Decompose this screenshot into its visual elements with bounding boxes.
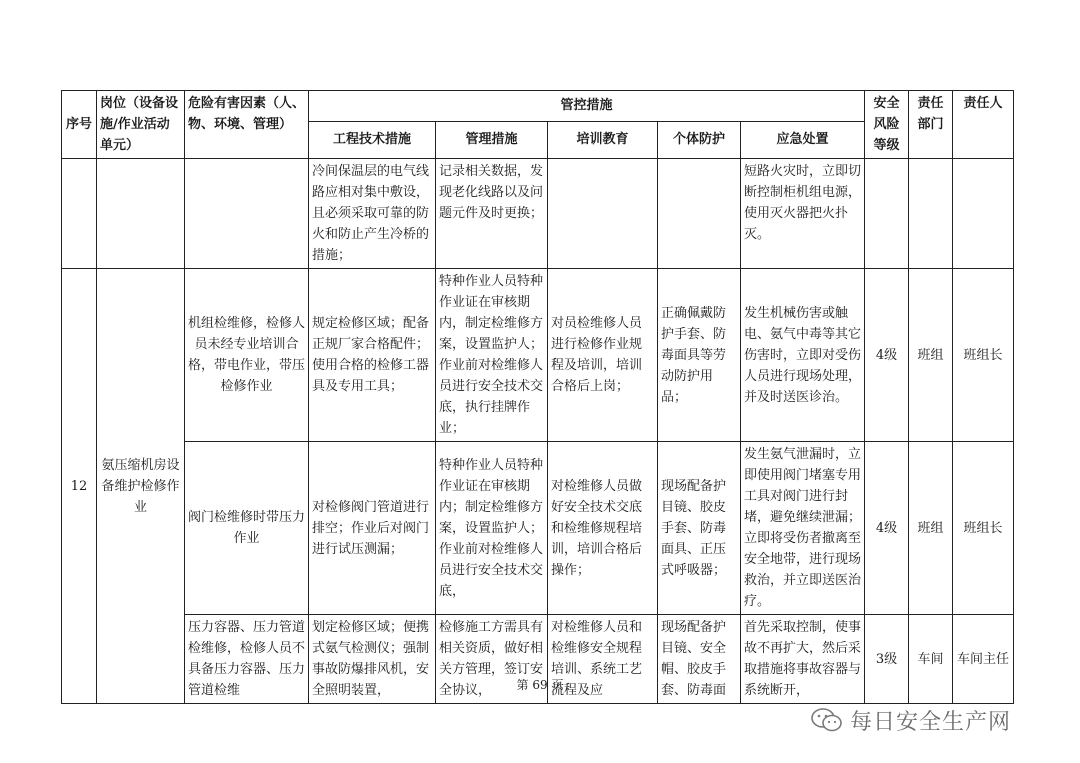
mgmt-cell: 特种作业人员特种作业证在审核期内；制定检维修方案，设置监护人；作业前对检维修人员进行安全技术交底， bbox=[436, 442, 548, 615]
header-dept: 责任部门 bbox=[909, 91, 953, 159]
ppe-cell: 现场配备护目镜、安全帽、胶皮手套、防毒面 bbox=[658, 615, 741, 704]
header-mgmt-measures: 管理措施 bbox=[436, 121, 548, 158]
table-row bbox=[62, 269, 1014, 442]
emerg-cell: 发生机械伤害或触电、氨气中毒等其它伤害时，立即对受伤人员进行现场处理，并及时送医诊治。 bbox=[741, 269, 865, 442]
hazard-cell: 压力容器、压力管道检维修，检修人员不具备压力容器、压力管道检维 bbox=[185, 615, 309, 704]
table-row bbox=[62, 442, 1014, 615]
person-cell: 班组长 bbox=[953, 269, 1014, 442]
continuation-row bbox=[62, 159, 1014, 269]
group-post-cell: 氨压缩机房设备维护检修作业 bbox=[97, 269, 185, 704]
dept-cell: 班组 bbox=[909, 442, 953, 615]
train-cell: 对员检维修人员进行检修作业规程及培训，培训合格后上岗； bbox=[548, 269, 658, 442]
dept-cell: 班组 bbox=[909, 269, 953, 442]
wechat-icon bbox=[810, 706, 844, 734]
header-emergency: 应急处置 bbox=[741, 121, 865, 158]
eng-cell: 划定检修区域；便携式氨气检测仪；强制事故防爆排风机，安全照明装置， bbox=[309, 615, 436, 704]
emerg-cell: 发生氨气泄漏时，立即使用阀门堵塞专用工具对阀门进行封堵，避免继续泄漏；立即将受伤者撤离至安全地带，进行现场救治，并立即送医治疗。 bbox=[741, 442, 865, 615]
mgmt-cell: 检修施工方需具有相关资质，做好相关方管理，签订安全协议， bbox=[436, 615, 548, 704]
group-seq-cell: 12 bbox=[62, 269, 97, 704]
header-eng-measures: 工程技术措施 bbox=[309, 121, 436, 158]
cont-eng-cell: 冷间保温层的电气线路应相对集中敷设，且必须采取可靠的防火和防止产生冷桥的措施； bbox=[309, 159, 436, 269]
eng-cell: 对检修阀门管道进行排空；作业后对阀门进行试压测漏； bbox=[309, 442, 436, 615]
ppe-cell: 正确佩戴防护手套、防毒面具等劳动防护用品； bbox=[658, 269, 741, 442]
risk-level-cell: 4级 bbox=[865, 442, 909, 615]
risk-level-cell: 4级 bbox=[865, 269, 909, 442]
mgmt-cell: 特种作业人员特种作业证在审核期内，制定检维修方案，设置监护人；作业前对检维修人员进行安全技术交底，执行挂牌作业； bbox=[436, 269, 548, 442]
header-seq: 序号 bbox=[62, 91, 97, 159]
watermark-text: 每日安全生产网 bbox=[850, 709, 1012, 735]
header-hazard: 危险有害因素（人、物、环境、管理） bbox=[185, 91, 309, 159]
header-training: 培训教育 bbox=[548, 121, 658, 158]
hazard-cell: 阀门检维修时带压力作业 bbox=[185, 442, 309, 615]
page-number: 第 69 页 bbox=[516, 678, 564, 692]
watermark bbox=[810, 700, 1011, 740]
dept-cell: 车间 bbox=[909, 615, 953, 704]
cont-mgmt-cell: 记录相关数据，发现老化线路以及问题元件及时更换； bbox=[436, 159, 548, 269]
person-cell: 班组长 bbox=[953, 442, 1014, 615]
header-post: 岗位（设备设施/作业活动单元） bbox=[97, 91, 185, 159]
train-cell: 对检维修人员做好安全技术交底和检维修规程培训，培训合格后操作； bbox=[548, 442, 658, 615]
header-ppe: 个体防护 bbox=[658, 121, 741, 158]
risk-control-table bbox=[61, 90, 1014, 704]
cont-emerg-cell: 短路火灾时，立即切断控制柜机组电源，使用灭火器把火扑灭。 bbox=[741, 159, 865, 269]
header-row-1 bbox=[62, 91, 1014, 122]
ppe-cell: 现场配备护目镜、胶皮手套、防毒面具、正压式呼吸器； bbox=[658, 442, 741, 615]
train-cell: 对检维修人员和检维修安全规程培训、系统工艺流程及应 bbox=[548, 615, 658, 704]
hazard-cell: 机组检维修，检修人员未经专业培训合格，带电作业，带压检修作业 bbox=[185, 269, 309, 442]
eng-cell: 规定检修区域；配备正规厂家合格配件；使用合格的检修工器具及专用工具； bbox=[309, 269, 436, 442]
emerg-cell: 首先采取控制，使事故不再扩大，然后采取措施将事故容器与系统断开， bbox=[741, 615, 865, 704]
header-control-measures: 管控措施 bbox=[309, 91, 865, 122]
person-cell: 车间主任 bbox=[953, 615, 1014, 704]
risk-level-cell: 3级 bbox=[865, 615, 909, 704]
header-person: 责任人 bbox=[953, 91, 1014, 159]
header-risk-level: 安全风险等级 bbox=[865, 91, 909, 159]
